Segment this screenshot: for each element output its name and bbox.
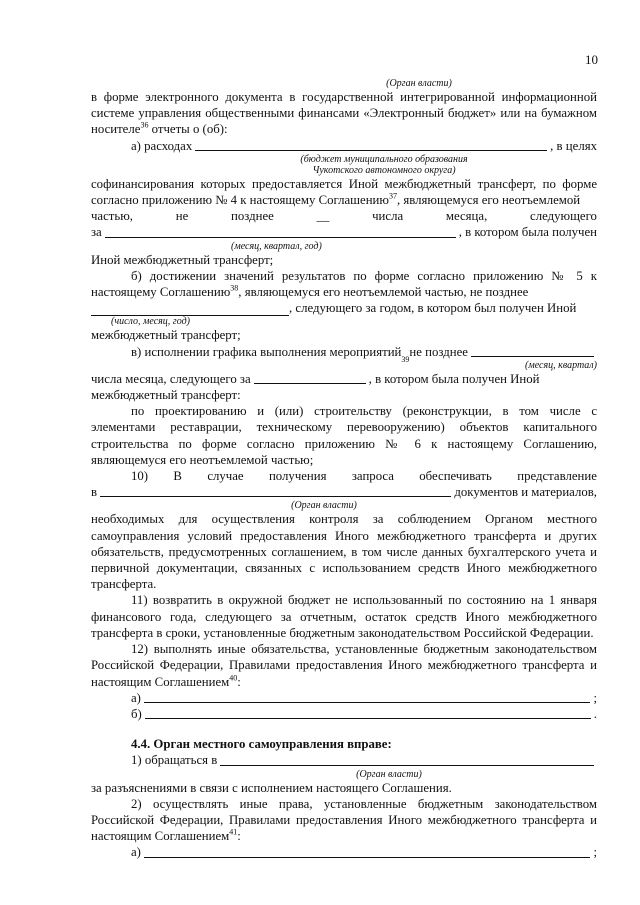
- line-documents: в документов и материалов,: [91, 485, 597, 500]
- paragraph-transfer: Иной межбюджетный трансферт;: [91, 252, 274, 267]
- paragraph-construction: по проектированию и (или) строительству (реконструкции, в том числе с элементами реставрации, техническому перевооружению) объектов капитального строительства по форме согласно приложению № 6 к настоящему Соглашению, являющемуся его неотъемлемой частью;: [91, 404, 597, 467]
- paragraph-cofinancing: софинансирования которых предоставляется Иной межбюджетный трансферт, по форме согласно приложению № 4 к настоящему Соглашению$^{37}$, являющемуся его неотъемлемой: [91, 176, 597, 208]
- caption-budget-1: (бюджет муниципального образования: [300, 153, 468, 165]
- line-schedule: в) исполнении графика выполнения мероприятий 39 не позднее: [91, 344, 597, 360]
- line-expenses: а) расходах , в целях: [131, 138, 597, 153]
- blank-line: [105, 236, 456, 238]
- line-date: , следующего за годом, в котором был получен Иной: [91, 300, 597, 316]
- document-body: [91, 78, 597, 861]
- caption-organ-2: (Орган власти): [291, 500, 357, 512]
- blank-line: [144, 701, 590, 703]
- caption-date: (число, месяц, год): [111, 316, 190, 328]
- paragraph-control: необходимых для осуществления контроля за соблюдением Органом местного самоуправления условий предоставления Иного межбюджетного трансферта и других обязательств, предусмотренных соглашением, в том числе данных бухгалтерского учета и первичной документации, связанных с использованием средств Иного межбюджетного трансферта.: [91, 512, 597, 592]
- item-a-rights: а) ;: [131, 845, 597, 860]
- blank-line: [195, 149, 547, 151]
- caption-organ: (Орган власти): [386, 78, 452, 89]
- paragraph-results: б) достижении значений результатов по форме согласно приложению № 5 к настоящему Соглашению$^{38}$, являющемуся его неотъемлемой частью, не позднее: [91, 268, 597, 300]
- blank-line: [220, 764, 594, 766]
- line-deadline: частью, не позднее __ числа месяца, следующего: [91, 209, 597, 224]
- footnote-ref: 36: [140, 121, 149, 131]
- paragraph-rights: 2) осуществлять иные права, установленные бюджетным законодательством Российской Федерации, Правилами предоставления Иного межбюджетного трансферта и настоящим Соглашением$^{41}$:: [91, 796, 597, 844]
- item-b: б) .: [131, 706, 597, 721]
- section-heading: 4.4. Орган местного самоуправления вправе:: [131, 737, 392, 752]
- item-a: а) ;: [131, 690, 597, 705]
- blank-line: [144, 856, 590, 858]
- paragraph-transfer-2: межбюджетный трансферт;: [91, 328, 241, 343]
- line-apply: 1) обращаться в: [91, 752, 597, 768]
- blank-line: [254, 382, 366, 384]
- line-request: 10) В случае получения запроса обеспечивать представление: [131, 469, 597, 484]
- paragraph-return: 11) возвратить в окружной бюджет не использованный по состоянию на 1 января финансового года, следующего за отчетным, остаток средств Иного межбюджетного трансферта в сроки, установленные бюджетным законодательством Российской Федерации.: [91, 593, 597, 640]
- caption-period: (месяц, квартал, год): [231, 240, 322, 252]
- footnote-ref: 37: [388, 191, 397, 201]
- blank-line: [145, 717, 591, 719]
- footnote-ref: 41: [229, 827, 238, 837]
- paragraph-transfer-3: межбюджетный трансферт:: [91, 388, 241, 403]
- paragraph-electronic-form: в форме электронного документа в государственной интегрированной информационной системе управления общественными финансами «Электронный бюджет» или на бумажном носителе$^{36}$ отчеты о (об):: [91, 90, 597, 137]
- line-period: за , в котором была получен: [91, 225, 597, 240]
- blank-line: [100, 495, 451, 497]
- paragraph-clarifications: за разъяснениями в связи с исполнением настоящего Соглашения.: [91, 780, 452, 795]
- caption-organ-3: (Орган власти): [356, 768, 422, 780]
- page-number: 10: [585, 52, 598, 67]
- blank-line: [471, 355, 594, 357]
- footnote-ref: 38: [230, 283, 239, 293]
- caption-budget-2: Чукотского автономного округа): [312, 164, 456, 176]
- line-following: числа месяца, следующего за , в котором была получен Иной: [91, 371, 540, 386]
- footnote-ref: 40: [229, 673, 238, 683]
- paragraph-obligations: 12) выполнять иные обязательства, установленные бюджетным законодательством Российской Федерации, Правилами предоставления Иного межбюджетного трансферта и настоящим Соглашением$^{40}$:: [91, 642, 597, 689]
- caption-period-2: (месяц, квартал): [525, 359, 597, 371]
